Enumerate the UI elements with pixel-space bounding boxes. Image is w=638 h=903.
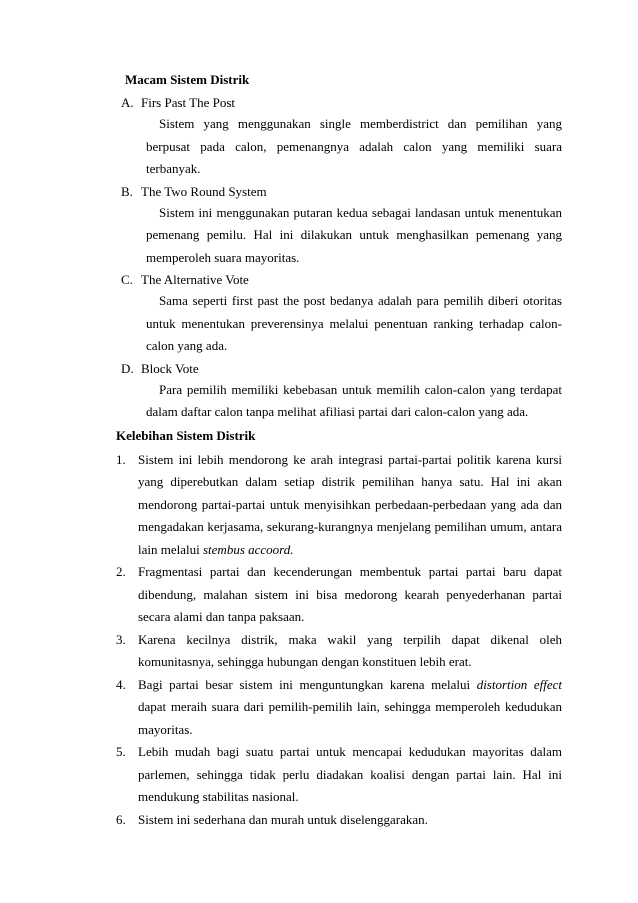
document-content <box>116 70 562 831</box>
list-marker: 2. <box>116 564 126 579</box>
list-marker: D. <box>121 360 134 376</box>
list-marker: B. <box>121 183 133 199</box>
list-marker: C. <box>121 272 133 287</box>
list-item <box>116 449 562 562</box>
item-text <box>138 741 562 809</box>
list-item <box>116 674 562 742</box>
item-title: Block Vote <box>141 360 199 376</box>
text-segment: Sistem ini lebih mendorong ke arah integrasi partai-partai politik karena kursi yang diperebutkan dalam setiap distrik pemilihan hanya satu. Hal ini akan mendorong partai-partai untuk menyisihkan perbedaan-perbedaan yang ada dan mengadakan kerjasama, sekurang-kurangnya menjelang pemilihan umum, antara lain melalui <box>138 451 562 557</box>
list-item <box>121 269 562 358</box>
list-marker: A. <box>121 95 134 110</box>
section-heading-macam: Macam Sistem Distrik <box>125 72 250 87</box>
list-item <box>116 809 562 832</box>
list-item <box>116 629 562 674</box>
list-marker: 4. <box>116 676 126 692</box>
text-segment: Sistem ini sederhana dan murah untuk diselenggarakan. <box>138 811 428 827</box>
item-text <box>138 629 562 674</box>
item-text <box>138 449 562 562</box>
italic-term: stembus accoord. <box>202 541 294 557</box>
item-text <box>138 561 562 629</box>
list-item <box>116 741 562 809</box>
item-text: Sistem ini menggunakan putaran kedua sebagai landasan untuk menentukan pemenang pemilu. Hal ini dilakukan untuk menghasilkan pemenang yang memperoleh suara mayoritas. <box>146 204 562 265</box>
list-marker: 1. <box>116 451 126 467</box>
item-title: Firs Past The Post <box>141 95 236 110</box>
item-text <box>138 809 562 832</box>
italic-term: distortion effect <box>476 676 562 692</box>
item-title: The Two Round System <box>141 183 267 199</box>
list-marker: 6. <box>116 811 126 827</box>
list-item <box>116 561 562 629</box>
item-text: Para pemilih memiliki kebebasan untuk memilih calon-calon yang terdapat dalam daftar calon tanpa melihat afiliasi partai dari calon-calon yang ada. <box>146 381 562 419</box>
item-text <box>138 674 562 742</box>
text-segment: Fragmentasi partai dan kecenderungan membentuk partai partai baru dapat dibendung, malahan sistem ini bisa medorong kearah penyederhanan partai secara alami dan tanpa paksaan. <box>138 564 562 624</box>
list-marker: 3. <box>116 631 126 647</box>
list-marker: 5. <box>116 744 126 759</box>
item-title: The Alternative Vote <box>141 272 249 287</box>
text-segment: dapat meraih suara dari pemilih-pemilih lain, sehingga memperoleh kedudukan mayoritas. <box>138 699 562 737</box>
list-item <box>121 358 562 424</box>
list-item <box>121 181 562 270</box>
numbered-list <box>116 449 562 832</box>
section-heading-kelebihan: Kelebihan Sistem Distrik <box>116 427 256 443</box>
list-item <box>121 92 562 181</box>
text-segment: Karena kecilnya distrik, maka wakil yang terpilih dapat dikenal oleh komunitasnya, sehingga hubungan dengan konstituen lebih erat. <box>138 631 562 669</box>
text-segment: Lebih mudah bagi suatu partai untuk mencapai kedudukan mayoritas dalam parlemen, sehingga tidak perlu diadakan koalisi dengan partai lain. Hal ini mendukung stabilitas nasional. <box>138 744 562 804</box>
item-text: Sistem yang menggunakan single memberdistrict dan pemilihan yang berpusat pada calon, pemenangnya adalah calon yang memiliki suara terbanyak. <box>146 116 562 176</box>
text-segment: Bagi partai besar sistem ini menguntungkan karena melalui <box>138 676 477 692</box>
alpha-list <box>116 92 562 424</box>
item-text: Sama seperti first past the post bedanya adalah para pemilih diberi otoritas untuk menentukan preverensinya melalui penentuan ranking terhadap calon-calon yang ada. <box>146 293 562 353</box>
